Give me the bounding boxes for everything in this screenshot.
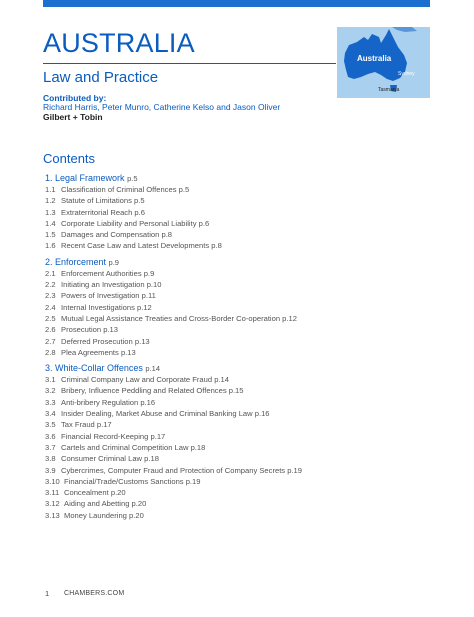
guide-subtitle: Law and Practice [43, 69, 159, 86]
toc-item[interactable]: 1.3 Extraterritorial Reach p.6 [45, 207, 145, 217]
toc-item[interactable]: 1.2 Statute of Limitations p.5 [45, 196, 145, 206]
toc-item[interactable]: 3.7 Cartels and Criminal Competition Law p.18 [45, 442, 206, 452]
toc-item[interactable]: 3.12 Aiding and Abetting p.20 [45, 499, 147, 509]
toc-item[interactable]: 2.2 Initiating an Investigation p.10 [45, 280, 162, 290]
toc-item[interactable]: 1.5 Damages and Compensation p.8 [45, 230, 173, 240]
toc-item[interactable]: 3.3 Anti-bribery Regulation p.16 [45, 397, 156, 407]
toc-item[interactable]: 3.4 Insider Dealing, Market Abuse and Criminal Banking Law p.16 [45, 409, 270, 419]
toc-section-3-title[interactable]: 3. White-Collar Offences p.14 [45, 363, 160, 374]
toc-item[interactable]: 3.11 Concealment p.20 [45, 488, 126, 498]
toc-item[interactable]: 1.6 Recent Case Law and Latest Developments p.8 [45, 241, 222, 251]
toc-item[interactable]: 3.6 Financial Record-Keeping p.17 [45, 431, 166, 441]
toc-item[interactable]: 1.1 Classification of Criminal Offences p.5 [45, 185, 190, 194]
map-island-label: Tasmania [378, 87, 400, 93]
toc-item[interactable]: 3.2 Bribery, Influence Peddling and Related Offences p.15 [45, 386, 244, 396]
country-title: AUSTRALIA [43, 28, 195, 58]
top-accent-bar [43, 0, 430, 7]
contributor-names: Richard Harris, Peter Munro, Catherine Kelso and Jason Oliver [43, 102, 281, 112]
toc-item[interactable]: 1.4 Corporate Liability and Personal Liability p.6 [45, 218, 210, 228]
toc-item[interactable]: 3.9 Cybercrimes, Computer Fraud and Protection of Company Secrets p.19 [45, 465, 302, 475]
contents-heading: Contents [43, 151, 96, 166]
title-rule [43, 63, 336, 64]
toc-item[interactable]: 2.8 Plea Agreements p.13 [45, 347, 136, 357]
footer-site-link[interactable]: CHAMBERS.COM [64, 590, 125, 597]
law-firm-name: Gilbert + Tobin [43, 112, 103, 122]
toc-item[interactable]: 2.4 Internal Investigations p.12 [45, 302, 152, 312]
toc-item[interactable]: 2.3 Powers of Investigation p.11 [45, 291, 156, 301]
toc-section-1-title[interactable]: 1. Legal Framework p.5 [45, 173, 138, 183]
toc-item[interactable]: 3.8 Consumer Criminal Law p.18 [45, 454, 159, 464]
toc-item[interactable]: 2.7 Deferred Prosecution p.13 [45, 336, 150, 346]
toc-item[interactable]: 2.1 Enforcement Authorities p.9 [45, 268, 155, 278]
toc-item[interactable]: 2.5 Mutual Legal Assistance Treaties and Cross-Border Co-operation p.12 [45, 313, 297, 323]
toc-item[interactable]: 3.10 Financial/Trade/Customs Sanctions p.19 [45, 476, 201, 486]
toc-item[interactable]: 3.13 Money Laundering p.20 [45, 510, 144, 520]
toc-section-2-title[interactable]: 2. Enforcement p.9 [45, 256, 119, 267]
contributed-by-label: Contributed by: [43, 93, 107, 103]
toc-item[interactable]: 3.5 Tax Fraud p.17 [45, 420, 112, 430]
map-country-label: Australia [357, 54, 392, 63]
toc-item[interactable]: 3.1 Criminal Company Law and Corporate Fraud p.14 [45, 375, 229, 385]
australia-map [337, 27, 430, 98]
table-of-contents [45, 172, 435, 521]
page-number: 1 [45, 589, 50, 598]
map-city-label: Sydney [398, 71, 415, 77]
papua-shape [392, 27, 417, 32]
toc-item[interactable]: 2.6 Prosecution p.13 [45, 325, 118, 335]
